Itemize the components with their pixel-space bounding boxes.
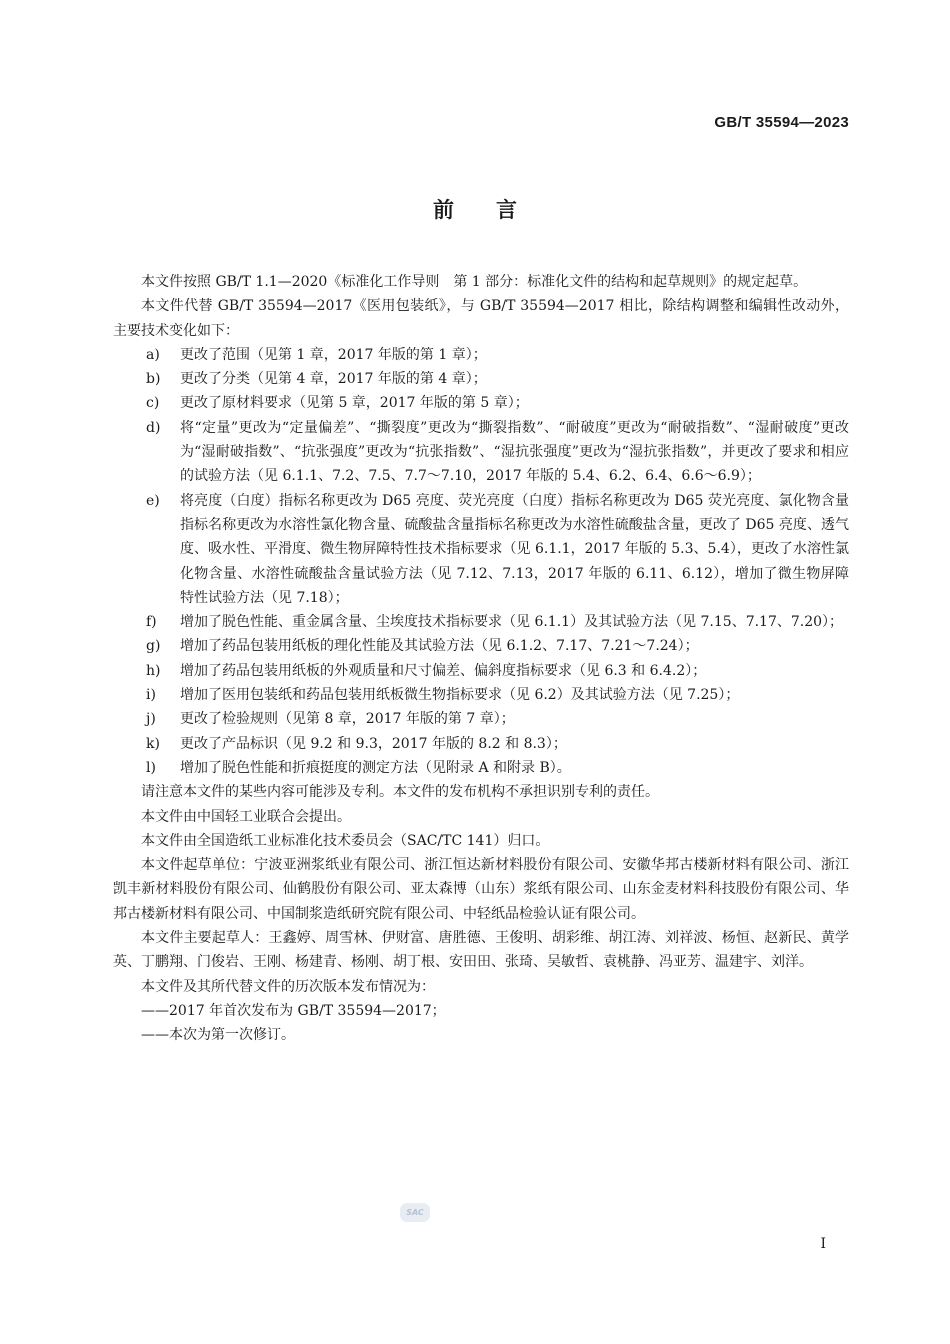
list-item-label: d): [146, 419, 161, 436]
list-item-label: a): [146, 346, 160, 363]
patent-notice: 请注意本文件的某些内容可能涉及专利。本文件的发布机构不承担识别专利的责任。: [141, 784, 659, 801]
drafting-organizations: 本文件起草单位：宁波亚洲浆纸业有限公司、浙江恒达新材料股份有限公司、安徽华邦古楼新材料有限公司、浙江凯丰新材料股份有限公司、仙鹤股份有限公司、亚太森博（山东）浆纸有限公司、山东金麦材料科技股份有限公司、华邦古楼新材料有限公司、中国制浆造纸研究院有限公司、中轻纸品检验认证有限公司。: [113, 857, 849, 922]
list-item: [113, 756, 849, 780]
list-item-text: 将“定量”更改为“定量偏差”、“撕裂度”更改为“撕裂指数”、“耐破度”更改为“耐破指数”、“湿耐破度”更改为“湿耐破指数”、“抗张强度”更改为“抗张指数”、“湿抗张强度”更改为“湿抗张指数”，并更改了要求和相应的试验方法（见 6.1.1、7.2、7.5、7.7～7.10，2017 年版的 5.4、6.2、6.4、6.6～6.9）；: [180, 419, 849, 485]
list-item: [113, 610, 849, 634]
drafters: 本文件主要起草人：王鑫婷、周雪林、伊财富、唐胜德、王俊明、胡彩维、胡江涛、刘祥波、杨恒、赵新民、黄学英、丁鹏翔、门俊岩、王刚、杨建青、杨刚、胡丁根、安田田、张琦、吴敏哲、袁桃静、冯亚芳、温建宇、刘洋。: [113, 930, 849, 971]
list-item-text: 更改了范围（见第 1 章，2017 年版的第 1 章）；: [180, 346, 487, 363]
list-item: [113, 659, 849, 683]
version-history-intro: 本文件及其所代替文件的历次版本发布情况为：: [141, 978, 435, 995]
page-title: 前言: [433, 198, 559, 222]
list-item-label: k): [146, 735, 160, 752]
list-item-text: 增加了脱色性能、重金属含量、尘埃度技术指标要求（见 6.1.1）及其试验方法（见 7.15、7.17、7.20）；: [180, 614, 844, 631]
page-number: I: [820, 1236, 826, 1252]
intro-paragraph-2: 本文件代替 GB/T 35594—2017《医用包装纸》，与 GB/T 35594—2017 相比，除结构调整和编辑性改动外，主要技术变化如下：: [113, 298, 849, 339]
list-item-text: 将亮度（白度）指标名称更改为 D65 亮度、荧光亮度（白度）指标名称更改为 D65 荧光亮度、氯化物含量指标名称更改为水溶性氯化物含量、硫酸盐含量指标名称更改为水溶性硫酸盐含量，更改了 D65 亮度、透气度、吸水性、平滑度、微生物屏障特性技术指标要求（见 6.1.1，2017 年版的 5.3、5.4），更改了水溶性氯化物含量、水溶性硫酸盐含量试验方法（见 7.12、7.13，2017 年版的 6.11、6.12），增加了微生物屏障特性试验方法（见 7.18）；: [180, 492, 849, 606]
committee-statement: 本文件由全国造纸工业标准化技术委员会（SAC/TC 141）归口。: [141, 832, 550, 849]
list-item: [113, 489, 849, 610]
list-item: [113, 732, 849, 756]
list-item-text: 增加了药品包装用纸板的理化性能及其试验方法（见 6.1.2、7.17、7.21～7.24）；: [180, 638, 699, 655]
intro-paragraph-1: 本文件按照 GB/T 1.1—2020《标准化工作导则 第 1 部分：标准化文件的结构和起草规则》的规定起草。: [141, 274, 808, 290]
list-item-text: 更改了分类（见第 4 章，2017 年版的第 4 章）；: [180, 371, 487, 388]
list-item-label: e): [146, 492, 160, 509]
list-item-text: 更改了原材料要求（见第 5 章，2017 年版的第 5 章）；: [180, 395, 529, 412]
version-history-item: ——本次为第一次修订。: [141, 1027, 295, 1044]
list-item: [113, 343, 849, 367]
list-item-label: g): [146, 638, 161, 655]
list-item-label: i): [146, 687, 156, 704]
document-body: [113, 270, 849, 1048]
list-item: [113, 707, 849, 731]
standard-number: GB/T 35594—2023: [714, 114, 849, 131]
list-item-label: l): [146, 759, 156, 776]
list-item-text: 增加了脱色性能和折痕挺度的测定方法（见附录 A 和附录 B）。: [180, 759, 571, 776]
technical-changes-list: [113, 343, 849, 780]
list-item-label: b): [146, 371, 161, 388]
list-item: [113, 634, 849, 658]
list-item-label: h): [146, 662, 161, 679]
list-item-label: j): [146, 711, 156, 728]
list-item-label: c): [146, 395, 160, 412]
proposer-statement: 本文件由中国轻工业联合会提出。: [141, 808, 351, 825]
list-item: [113, 367, 849, 391]
list-item-text: 增加了药品包装用纸板的外观质量和尺寸偏差、偏斜度指标要求（见 6.3 和 6.4.2）；: [180, 662, 707, 679]
list-item: [113, 416, 849, 489]
list-item-text: 更改了检验规则（见第 8 章，2017 年版的第 7 章）；: [180, 711, 515, 728]
version-history-item: ——2017 年首次发布为 GB/T 35594—2017；: [141, 1002, 446, 1019]
list-item-text: 更改了产品标识（见 9.2 和 9.3，2017 年版的 8.2 和 8.3）；: [180, 735, 567, 752]
sac-watermark-logo: SAC: [400, 1203, 430, 1222]
list-item: [113, 683, 849, 707]
list-item-text: 增加了医用包装纸和药品包装用纸板微生物指标要求（见 6.2）及其试验方法（见 7.25）；: [180, 687, 740, 704]
list-item-label: f): [146, 614, 157, 631]
list-item: [113, 391, 849, 415]
